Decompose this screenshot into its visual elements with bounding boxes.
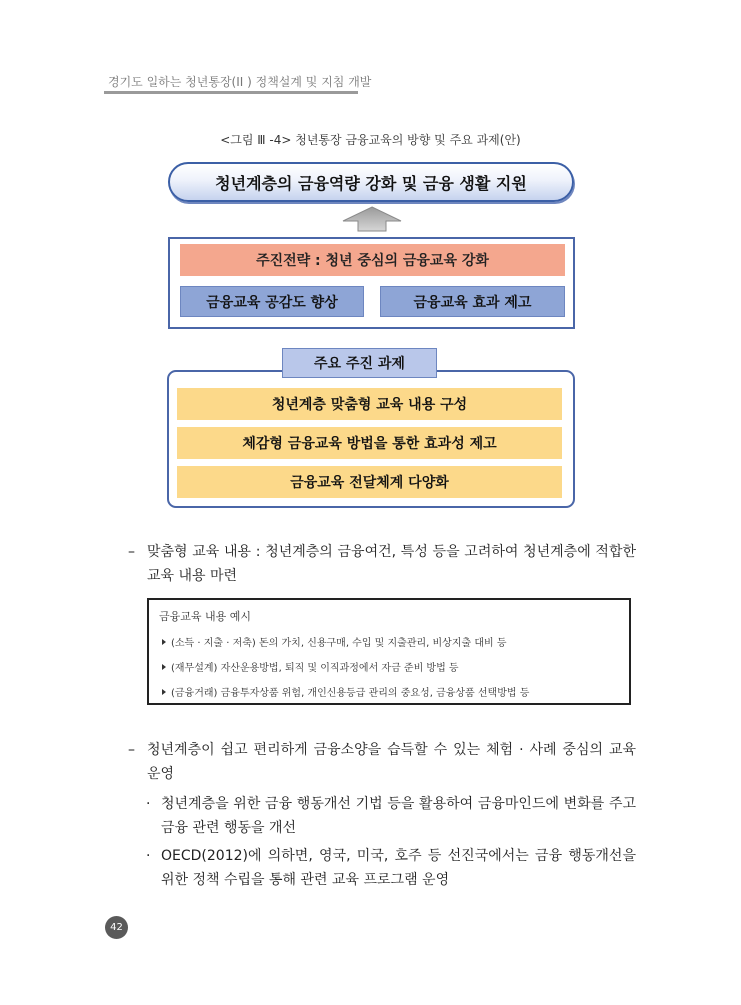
strategy-bar: 주진전략 : 청년 중심의 금융교육 강화	[180, 244, 565, 276]
sub-strategy-empathy: 금융교육 공감도 향상	[180, 286, 364, 317]
sub-point	[146, 844, 636, 892]
running-header: 경기도 일하는 청년통장(II ) 정책설계 및 지침 개발	[108, 75, 372, 89]
dot-marker: ·	[146, 796, 151, 812]
figure-caption: <그림 Ⅲ -4> 청년통장 금융교육의 방향 및 주요 과제(안)	[220, 133, 521, 147]
example-item: (소득 · 지출 · 저축) 돈의 가치, 신용구매, 수입 및 지출관리, 비상지출 대비 등	[162, 634, 507, 649]
triangle-bullet-icon	[162, 689, 166, 695]
goal-banner: 청년계층의 금융역량 강화 및 금융 생활 지원	[168, 162, 574, 202]
task-item: 금융교육 전달체계 다양화	[177, 466, 562, 498]
example-item: (금융거래) 금융투자상품 위험, 개인신용등급 관리의 중요성, 금융상품 선택방법 등	[162, 684, 529, 699]
task-item: 체감형 금융교육 방법을 통한 효과성 제고	[177, 427, 562, 459]
sub-point	[146, 792, 636, 840]
task-item: 청년계층 맞춤형 교육 내용 구성	[177, 388, 562, 420]
paragraph-custom-content	[128, 540, 636, 588]
dash-marker: –	[128, 544, 135, 560]
paragraph-text: 청년계층이 쉽고 편리하게 금융소양을 습득할 수 있는 체험 · 사례 중심의 교육 운영	[147, 742, 636, 782]
triangle-bullet-icon	[162, 664, 166, 670]
up-arrow-icon	[342, 206, 402, 232]
page-number: 42	[105, 916, 128, 939]
dot-marker: ·	[146, 848, 151, 864]
dash-marker: –	[128, 742, 135, 758]
paragraph-experiential-education	[128, 738, 636, 786]
header-rule	[104, 91, 358, 94]
sub-strategy-effect: 금융교육 효과 제고	[380, 286, 565, 317]
sub-point-text: OECD(2012)에 의하면, 영국, 미국, 호주 등 선진국에서는 금융 행동개선을 위한 정책 수립을 통해 관련 교육 프로그램 운영	[161, 848, 636, 888]
triangle-bullet-icon	[162, 639, 166, 645]
example-title: 금융교육 내용 예시	[159, 610, 252, 623]
paragraph-text: 맞춤형 교육 내용 : 청년계층의 금융여건, 특성 등을 고려하여 청년계층에 적합한 교육 내용 마련	[147, 544, 636, 584]
example-item: (재무설계) 자산운용방법, 퇴직 및 이직과정에서 자금 준비 방법 등	[162, 659, 459, 674]
sub-point-text: 청년계층을 위한 금융 행동개선 기법 등을 활용하여 금융마인드에 변화를 주고 금융 관련 행동을 개선	[161, 796, 636, 836]
tasks-label: 주요 주진 과제	[282, 348, 437, 378]
